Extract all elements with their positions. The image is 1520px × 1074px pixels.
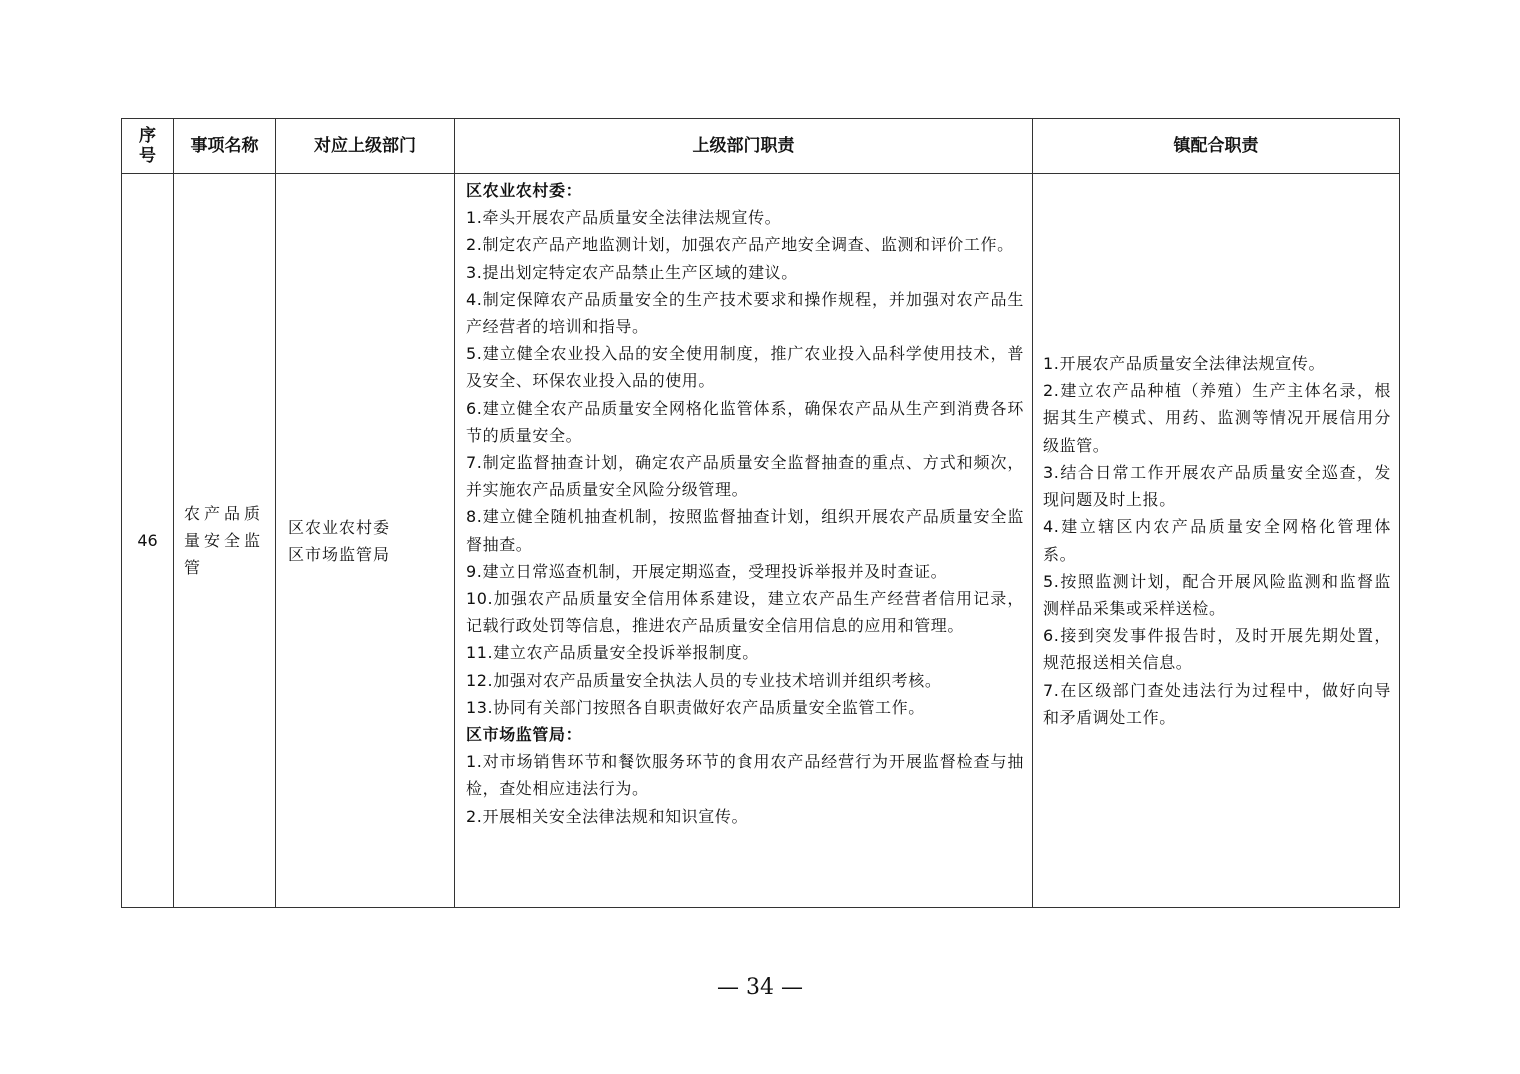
- row-upper-duties: [455, 174, 1033, 908]
- header-town-duties: 镇配合职责: [1033, 119, 1400, 174]
- town-duty-item: 7.在区级部门查处违法行为过程中，做好向导和矛盾调处工作。: [1043, 680, 1391, 727]
- upper-dept-2: 区市场监管局: [288, 544, 391, 564]
- duty-item: 1.对市场销售环节和餐饮服务环节的食用农产品经营行为开展监督检查与抽检，查处相应违法行为。: [466, 752, 1024, 799]
- row-upper-depts: [276, 174, 455, 908]
- duty-item: 9.建立日常巡查机制，开展定期巡查，受理投诉举报并及时查证。: [466, 561, 948, 581]
- duty-item: 3.提出划定特定农产品禁止生产区域的建议。: [466, 262, 798, 282]
- row-town-duties: [1033, 174, 1400, 908]
- header-upper-duties: 上级部门职责: [455, 119, 1033, 174]
- town-duty-item: 1.开展农产品质量安全法律法规宣传。: [1043, 354, 1326, 374]
- town-duty-item: 6.接到突发事件报告时，及时开展先期处置，规范报送相关信息。: [1043, 626, 1391, 673]
- duty-item: 2.制定农产品产地监测计划，加强农产品产地安全调查、监测和评价工作。: [466, 235, 1014, 255]
- duty-item: 2.开展相关安全法律法规和知识宣传。: [466, 806, 749, 826]
- town-duty-item: 5.按照监测计划，配合开展风险监测和监督监测样品采集或采样送检。: [1043, 571, 1391, 618]
- row-seq: 46: [122, 174, 174, 908]
- upper-dept-1: 区农业农村委: [288, 517, 391, 537]
- header-item-name: 事项名称: [174, 119, 276, 174]
- duty-item: 4.制定保障农产品质量安全的生产技术要求和操作规程，并加强对农产品生产经营者的培训和指导。: [466, 289, 1024, 337]
- duty-item: 7.制定监督抽查计划，确定农产品质量安全监督抽查的重点、方式和频次，并实施农产品质量安全风险分级管理。: [466, 453, 1024, 500]
- duty-item: 10.加强农产品质量安全信用体系建设，建立农产品生产经营者信用记录，记载行政处罚等信息，推进农产品质量安全信用信息的应用和管理。: [466, 589, 1024, 636]
- duty-item: 13.协同有关部门按照各自职责做好农产品质量安全监管工作。: [466, 697, 925, 717]
- town-duty-item: 3.结合日常工作开展农产品质量安全巡查，发现问题及时上报。: [1043, 462, 1391, 510]
- duty-item: 12.加强对农产品质量安全执法人员的专业技术培训并组织考核。: [466, 670, 942, 690]
- header-upper-dept: 对应上级部门: [276, 119, 455, 174]
- page-number: — 34 —: [717, 975, 803, 1000]
- duty-item: 6.建立健全农产品质量安全网格化监管体系，确保农产品从生产到消费各环节的质量安全。: [466, 398, 1024, 445]
- table-row: [122, 174, 1400, 908]
- duty-item: 5.建立健全农业投入品的安全使用制度，推广农业投入品科学使用技术，普及安全、环保农业投入品的使用。: [466, 344, 1024, 391]
- town-duty-item: 4.建立辖区内农产品质量安全网格化管理体系。: [1043, 517, 1391, 564]
- header-seq: 序号: [122, 119, 174, 174]
- org-heading-market: 区市场监管局：: [466, 725, 583, 745]
- responsibility-table: [121, 118, 1400, 908]
- row-item-name: 农产品质量安全监管: [174, 174, 276, 908]
- duty-item: 1.牵头开展农产品质量安全法律法规宣传。: [466, 208, 782, 228]
- duty-item: 11.建立农产品质量安全投诉举报制度。: [466, 643, 759, 663]
- duty-item: 8.建立健全随机抽查机制，按照监督抽查计划，组织开展农产品质量安全监督抽查。: [466, 507, 1024, 554]
- table-header-row: [122, 119, 1400, 174]
- org-heading-agriculture: 区农业农村委：: [466, 181, 583, 200]
- town-duty-item: 2.建立农产品种植（养殖）生产主体名录，根据其生产模式、用药、监测等情况开展信用分级监管。: [1043, 381, 1391, 455]
